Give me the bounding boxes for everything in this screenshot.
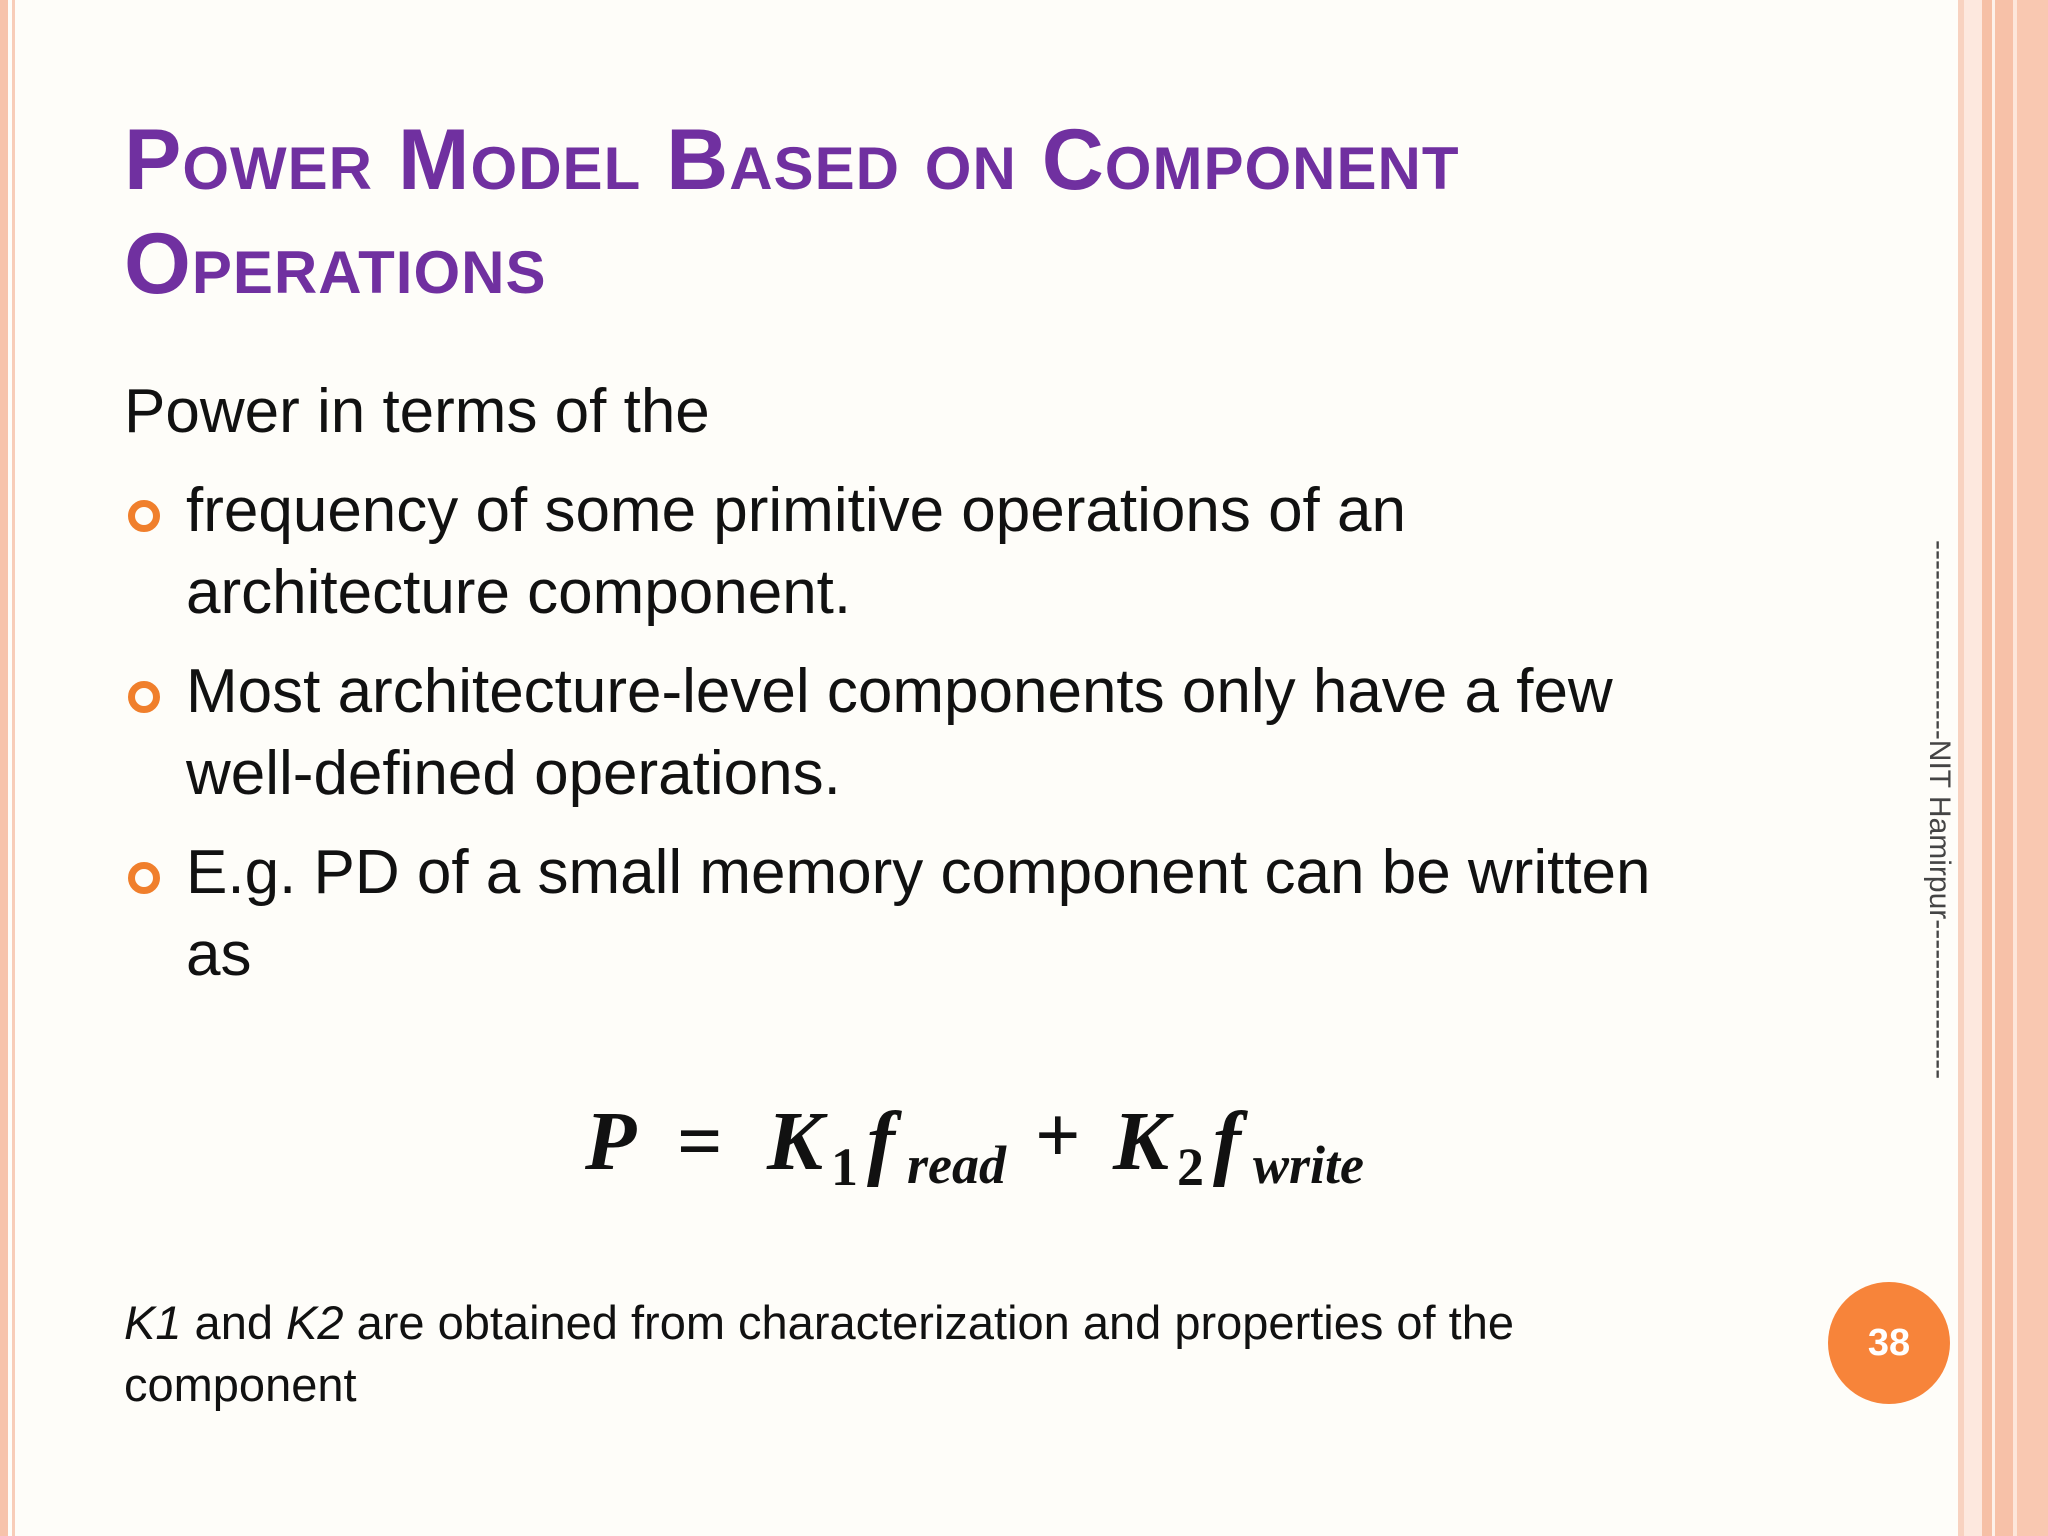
intro-text: Power in terms of the	[124, 377, 710, 446]
right-decorative-strip	[1964, 0, 1982, 1536]
bullet-text: frequency of some primitive operations of an architecture component.	[186, 476, 1406, 627]
footnote-and: and	[181, 1296, 287, 1349]
hollow-circle-bullet-icon	[128, 681, 160, 713]
hollow-circle-bullet-icon	[128, 500, 160, 532]
formula-equals: =	[677, 1098, 723, 1186]
footnote-k1: K1	[124, 1296, 182, 1349]
formula-k1: K	[767, 1095, 824, 1188]
side-label: --------------------NIT Hamirpur----------------	[1923, 540, 1956, 1080]
formula-f1: f	[867, 1095, 895, 1188]
page-number-badge: 38	[1828, 1282, 1950, 1404]
formula-lhs: P	[585, 1095, 637, 1188]
right-decorative-strip	[1982, 0, 1992, 1536]
bullet-text: E.g. PD of a small memory component can be written as	[186, 838, 1651, 989]
power-formula	[585, 1080, 1405, 1220]
bullet-list	[124, 470, 1684, 1013]
formula-k1-subscript: 1	[831, 1137, 858, 1197]
hollow-circle-bullet-icon	[128, 862, 160, 894]
bullet-item	[124, 832, 1684, 996]
formula-plus: +	[1035, 1092, 1081, 1180]
formula-k2-subscript: 2	[1177, 1137, 1204, 1197]
right-decorative-strip	[2017, 0, 2048, 1536]
bullet-item	[124, 651, 1684, 815]
left-edge-line	[12, 0, 15, 1536]
bullet-text: Most architecture-level components only have a few well-defined operations.	[186, 657, 1613, 808]
footnote	[124, 1292, 1684, 1416]
slide-title: Power Model Based on Component Operations	[124, 112, 1460, 312]
left-edge-strip	[0, 0, 8, 1536]
footnote-k2: K2	[286, 1296, 344, 1349]
formula-f2: f	[1213, 1095, 1241, 1188]
footnote-rest: are obtained from characterization and properties of the component	[124, 1296, 1515, 1411]
formula-f1-subscript: read	[907, 1135, 1006, 1195]
right-decorative-strip	[1995, 0, 2013, 1536]
formula-f2-subscript: write	[1253, 1135, 1365, 1195]
formula-k2: K	[1113, 1095, 1170, 1188]
bullet-item	[124, 470, 1684, 634]
